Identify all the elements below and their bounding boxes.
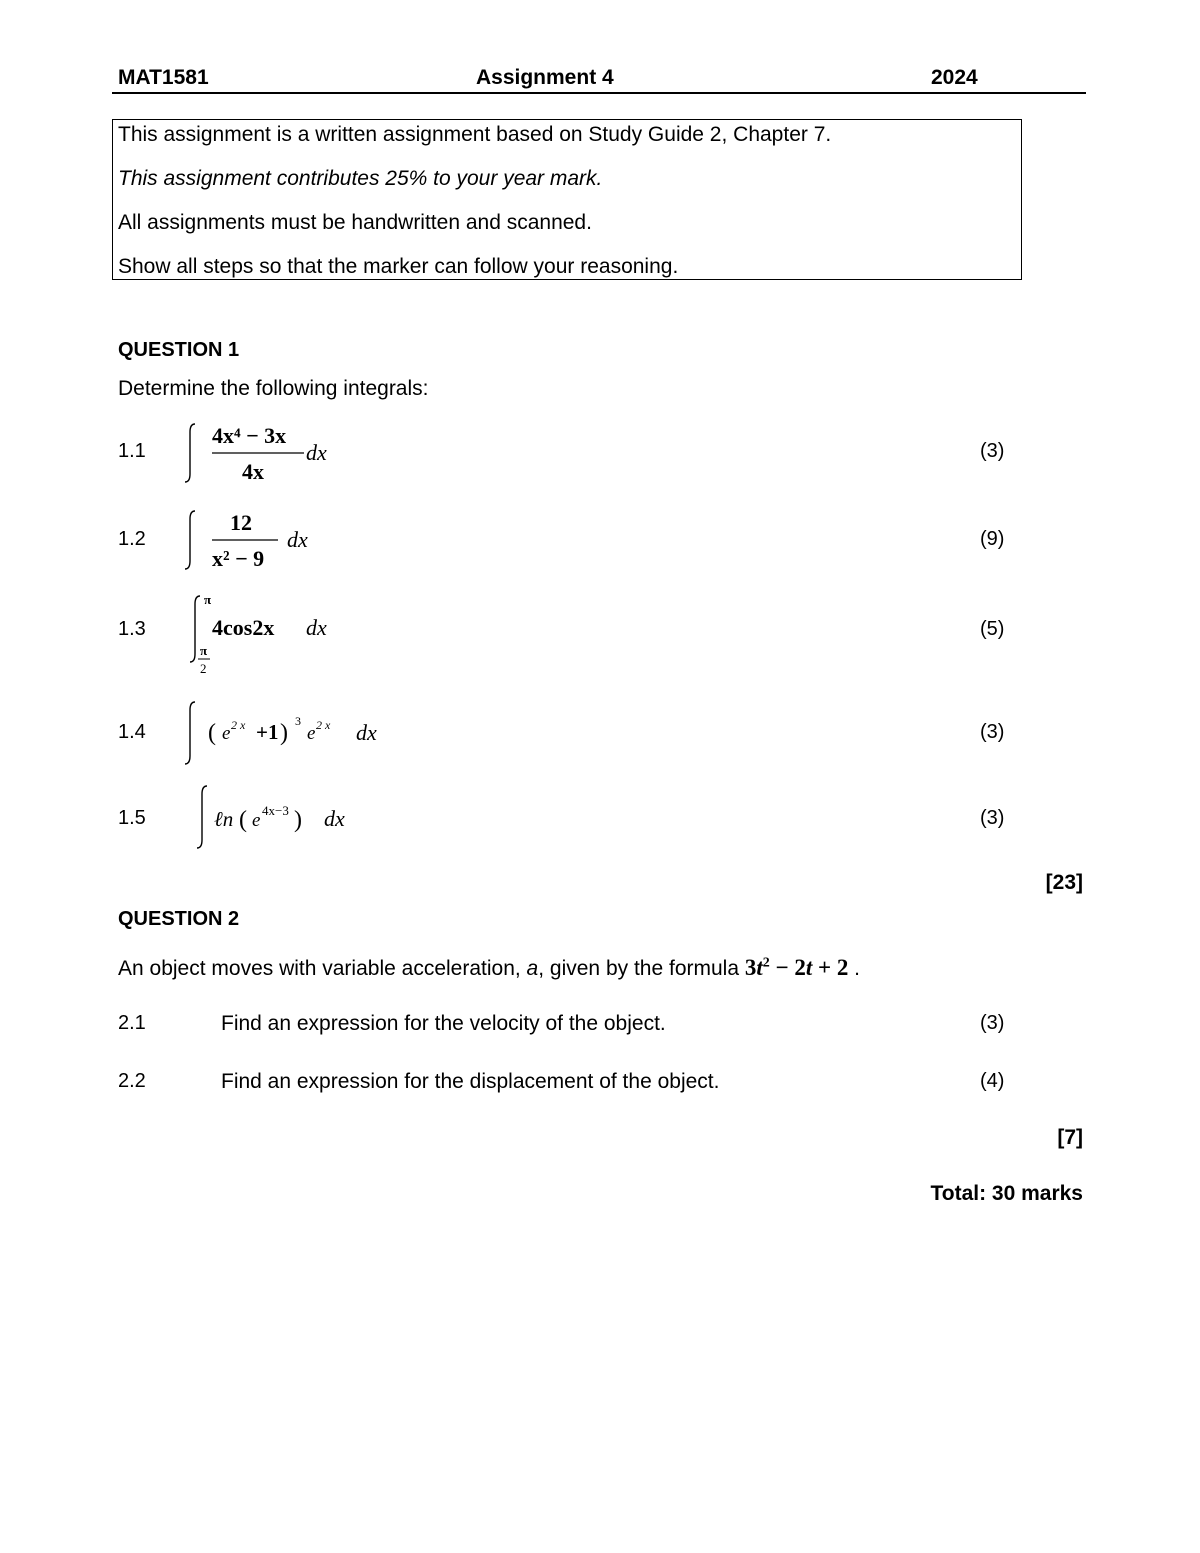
item-number: 1.2 — [118, 528, 146, 550]
instruction-line: Show all steps so that the marker can follow your reasoning. — [118, 255, 679, 278]
integral-1-5 — [186, 782, 386, 854]
integral-1-2 — [178, 505, 358, 575]
item-marks: (4) — [980, 1070, 1005, 1092]
item-marks: (3) — [980, 807, 1005, 829]
open-paren: ( — [239, 807, 247, 833]
question-2-intro — [118, 955, 860, 981]
integral-1-4-factor-e: e — [307, 723, 316, 744]
integral-1-4 — [178, 698, 408, 770]
integral-1-2-numerator: 12 — [230, 510, 252, 535]
integral-1-4-base-e: e — [222, 723, 231, 744]
integral-1-3 — [178, 590, 358, 680]
close-paren: ) — [280, 720, 288, 746]
item-text: Find an expression for the displacement of the object. — [221, 1070, 720, 1093]
instruction-line: This assignment contributes 25% to your year mark. — [118, 167, 603, 190]
integral-1-4-differential: dx — [356, 720, 377, 745]
grand-total: Total: 30 marks — [930, 1182, 1083, 1205]
acceleration-variable: a — [526, 957, 539, 980]
document-year: 2024 — [931, 66, 978, 89]
integral-1-4-plus-one: +1 — [256, 720, 279, 744]
integral-1-1-differential: dx — [306, 440, 327, 465]
acceleration-formula: $3t^2 - 2t + 2$ — [744, 955, 849, 980]
integral-1-3-integrand: 4cos2x — [212, 615, 275, 640]
item-marks: (5) — [980, 618, 1005, 640]
item-marks: (3) — [980, 1012, 1005, 1034]
open-paren: ( — [208, 720, 216, 746]
item-marks: (3) — [980, 721, 1005, 743]
header-divider — [112, 92, 1086, 94]
instruction-line: This assignment is a written assignment based on Study Guide 2, Chapter 7. — [118, 123, 832, 146]
integral-1-5-base-e: e — [252, 810, 261, 831]
item-number: 1.1 — [118, 440, 146, 462]
item-number: 1.5 — [118, 807, 146, 829]
instruction-line: All assignments must be handwritten and scanned. — [118, 211, 592, 234]
item-number: 2.1 — [118, 1012, 146, 1034]
item-number: 1.4 — [118, 721, 146, 743]
document-title: Assignment 4 — [476, 66, 614, 89]
question-2-intro-text: , given by the formula — [538, 957, 745, 980]
question-2-intro-text: An object moves with variable acceleration, — [118, 957, 527, 980]
item-marks: (9) — [980, 528, 1005, 550]
item-number: 2.2 — [118, 1070, 146, 1092]
item-text: Find an expression for the velocity of the object. — [221, 1012, 666, 1035]
question-1-total: [23] — [1045, 871, 1083, 894]
integral-1-5-differential: dx — [324, 806, 345, 831]
item-marks: (3) — [980, 440, 1005, 462]
question-1-heading: QUESTION 1 — [118, 339, 240, 361]
course-code: MAT1581 — [118, 66, 209, 89]
question-2-heading: QUESTION 2 — [118, 908, 240, 930]
integral-1-4-factor-exponent: 2 x — [316, 718, 331, 732]
integral-1-1 — [178, 418, 358, 488]
integral-1-1-denominator: 4x — [242, 459, 264, 484]
integral-1-5-ln: ℓn — [214, 807, 234, 831]
integral-1-4-exponent: 2 x — [231, 718, 246, 732]
question-2-total: [7] — [1057, 1126, 1083, 1149]
close-paren: ) — [294, 807, 302, 833]
question-2-intro-end: . — [848, 957, 861, 980]
item-number: 1.3 — [118, 618, 146, 640]
question-1-instruction: Determine the following integrals: — [118, 377, 429, 400]
integral-1-5-exponent: 4x−3 — [262, 803, 289, 818]
integral-1-2-denominator: x² − 9 — [212, 546, 265, 571]
integral-1-2-differential: dx — [287, 527, 308, 552]
integral-1-3-upper-limit: π — [204, 592, 212, 607]
integral-1-1-numerator: 4x⁴ − 3x — [212, 423, 287, 448]
integral-1-3-differential: dx — [306, 615, 327, 640]
integral-1-3-lower-limit-den: 2 — [200, 661, 207, 676]
integral-1-4-power: 3 — [295, 714, 301, 728]
integral-1-3-lower-limit-num: π — [200, 643, 208, 658]
